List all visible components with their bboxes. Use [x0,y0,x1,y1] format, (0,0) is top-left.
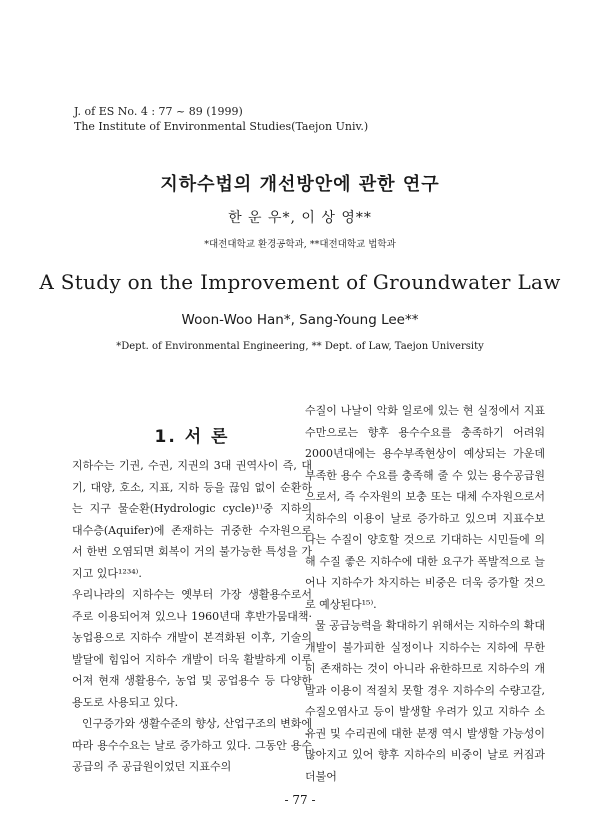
authors-korean: 한 운 우*, 이 상 영** [228,210,372,226]
affiliations-english: *Dept. of Environmental Engineering, ** Dept. of Law, Taejon University [116,341,484,352]
authors-english: Woon-Woo Han*, Sang-Young Lee** [181,312,419,328]
right-text-column [305,400,545,787]
journal-citation: J. of ES No. 4 : 77 ~ 89 (1999) [74,105,243,118]
journal-info [74,104,368,134]
paper-title-english: A Study on the Improvement of Groundwater Law [39,270,561,294]
journal-institute: The Institute of Environmental Studies(Taejon Univ.) [74,120,369,133]
paragraph: 수질이 나날이 악화 일로에 있는 현 실정에서 지표수만으로는 향후 용수수요를 충족하기 어려워 2000년대에는 용수부족현상이 예상되는 가운데 부족한 용수 수요를 충족해 줄 수 있는 용수공급원으로서, 즉 수자원의 보충 또는 대체 수자원으로서 지하수의 이용이 날로 증가하고 있으며 지표수보다는 수질이 양호할 것으로 기대하는 시민들에 의해 수질 좋은 지하수에 대한 요구가 폭발적으로 늘어나 지하수가 차지하는 비중은 더욱 증가할 것으로 예상된다¹⁵⁾. [305,404,545,611]
page-number: - 77 - [284,793,316,807]
paragraph: 우리나라의 지하수는 옛부터 가장 생활용수로서 주로 이용되어져 있으나 1960년대 후반가뭄대책·농업용으로 지하수 개발이 본격화된 이후, 기술의 발달에 힘입어 지하수 개발이 더욱 활발하게 이루어져 현재 생활용수, 농업 및 공업용수 등 다양한 용도로 사용되고 있다. [72,588,312,709]
paragraph: 물 공급능력을 확대하기 위해서는 지하수의 확대 개발이 불가피한 실정이나 지하수는 지하에 무한히 존재하는 것이 아니라 유한하므로 지하수의 개발과 이용이 적절치 못할 경우 지하수의 수량고갈, 수질오염사고 등이 발생할 우려가 있고 지하수 소유권 및 수리권에 대한 분쟁 역시 발생할 가능성이 많아지고 있어 향후 지하수의 비중이 날로 커짐과 더불어 [305,619,546,783]
affiliations-korean: *대전대학교 환경공학과, **대전대학교 법학과 [204,239,396,250]
section-heading-introduction: 1. 서 론 [154,427,230,447]
paragraph: 인구증가와 생활수준의 향상, 산업구조의 변화에 따라 용수수요는 날로 증가하고 있다. 그동안 용수공급의 주 공급원이었던 지표수의 [72,717,313,773]
paragraph: 지하수는 기권, 수권, 지권의 3대 권역사이 즉, 대기, 대양, 호소, 지표, 지하 등을 끊임 없이 순환하는 지구 물순환(Hydrologic cycle)¹⁾중 지하의 대수층(Aquifer)에 존재하는 귀중한 수자원으로서 한번 오염되면 회복이 거의 불가능한 특성을 가지고 있다¹²³⁴⁾. [72,459,312,580]
paper-title-korean: 지하수법의 개선방안에 관한 연구 [160,174,440,195]
left-text-column [72,455,312,778]
